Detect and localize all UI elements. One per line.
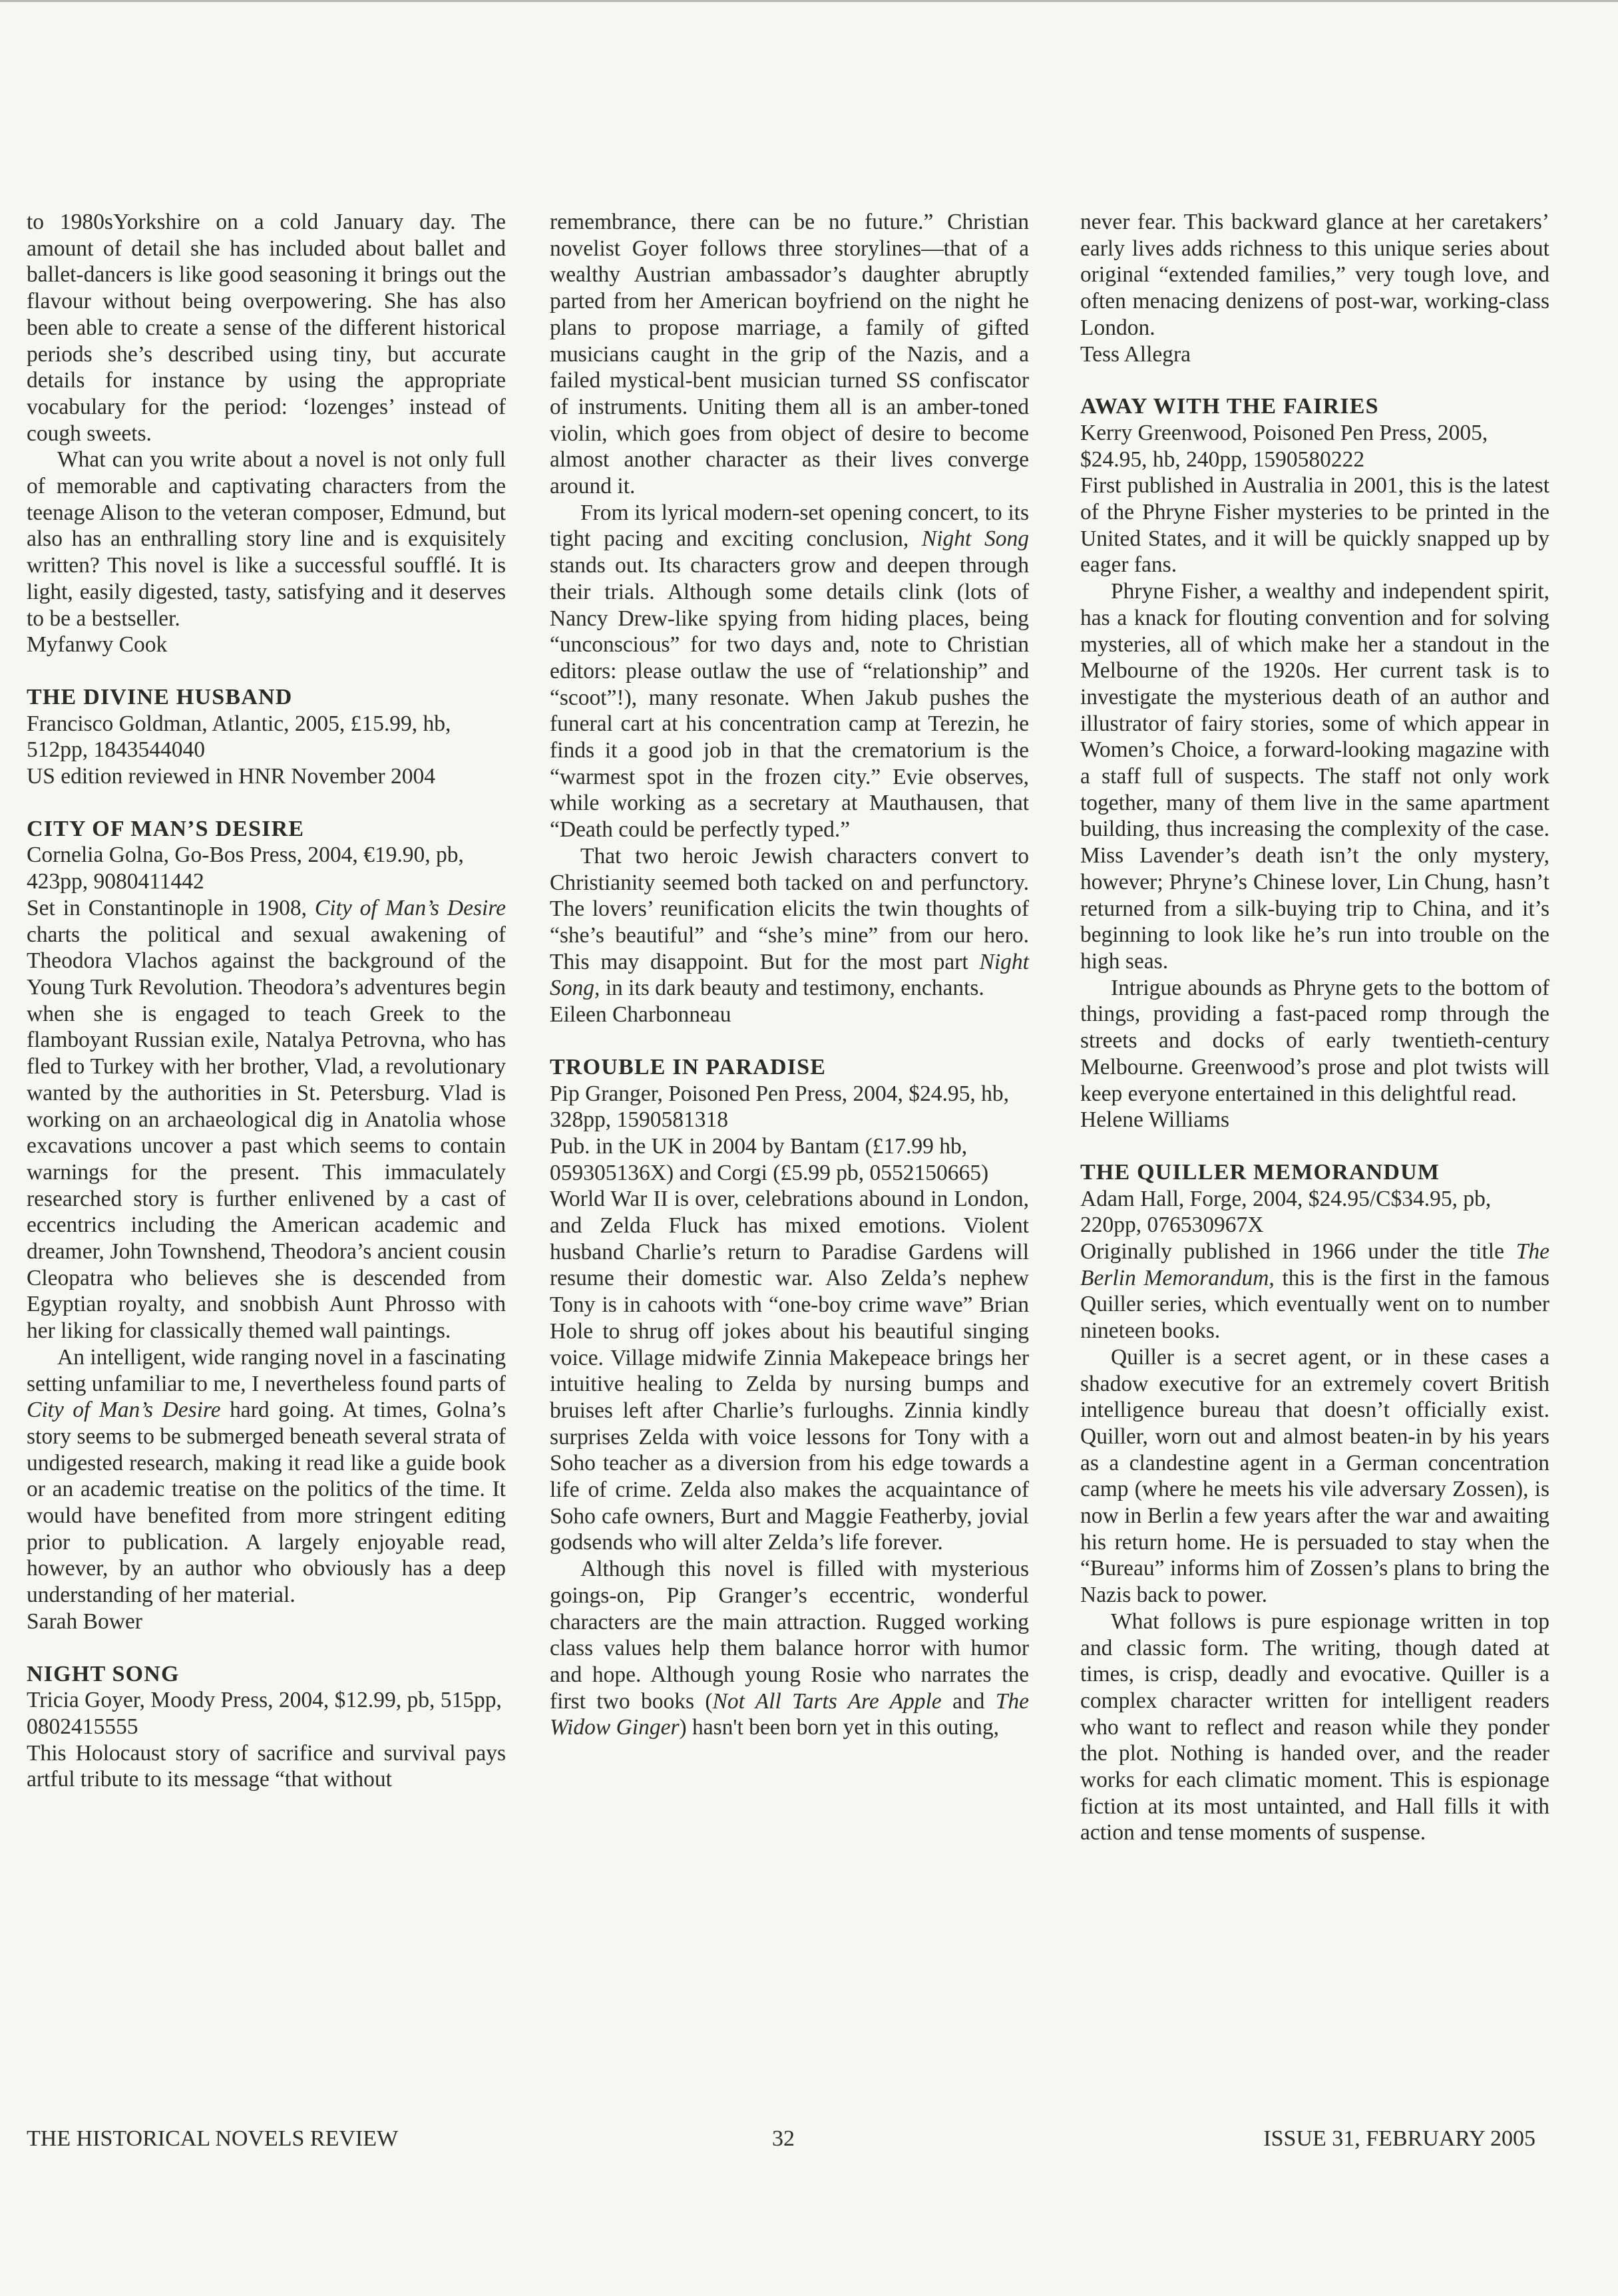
column-middle (550, 209, 1029, 1741)
review-paragraph: never fear. This backward glance at her caretakers’ early lives adds richness to this unique series about original “extended families,” very tough love, and often menacing denizens of post-war, working-class London. (1080, 210, 1549, 340)
footer-publication-name: THE HISTORICAL NOVELS REVIEW (27, 2126, 399, 2151)
review-paragraph: Intrigue abounds as Phryne gets to the bottom of things, providing a fast-paced romp through the streets and docks of early twentieth-century Melbourne. Greenwood’s prose and plot twists will keep everyone entertained in this delightful read. (1080, 975, 1549, 1106)
book-title-italic: Not All Tarts Are Apple (712, 1688, 942, 1714)
review-title: NIGHT SONG (27, 1661, 180, 1686)
review-paragraph: Set in Constantinople in 1908, City of Man’s Desire charts the political and sexual awakening of Theodora Vlachos against the background of the Young Turk Revolution. Theodora’s adventures begin when she is engaged to teach Greek to the flamboyant Russian exile, Natalya Petrovna, who has fled to Turkey with her brother, Vlad, a revolutionary wanted by the authorities in St. Petersburg. Vlad is working on an archaeological dig in Anatolia whose excavations uncover a past which seems to contain warnings for the present. This immaculately researched story is further enlivened by a cast of eccentrics including the American academic and dreamer, John Townshend, Theodora’s ancient cousin Cleopatra who believes she is descended from Egyptian royalty, and snobbish Aunt Phrosso with her liking for classically themed wall paintings. (27, 895, 506, 1344)
column-left (27, 209, 506, 1793)
review-paragraph: An intelligent, wide ranging novel in a fascinating setting unfamiliar to me, I nevertheless found parts of City of Man’s Desire hard going. At times, Golna’s story seems to be submerged beneath several strata of undigested research, making it read like a guide book or an academic treatise on the politics of the time. It would have benefited from more stringent editing prior to publication. A largely enjoyable read, however, by an author who obviously has a deep understanding of her material. (27, 1344, 506, 1608)
review-title: CITY OF MAN’S DESIRE (27, 816, 305, 841)
review-paragraph: remembrance, there can be no future.” Christian novelist Goyer follows three storylines—that of a wealthy Austrian ambassador’s daughter abruptly parted from her American boyfriend on the night he plans to propose marriage, a family of gifted musicians caught in the grip of the Nazis, and a failed mystical-bent musician turned SS confiscator of instruments. Uniting them all is an amber-toned violin, which goes from object of desire to become almost another character as their lives converge around it. (550, 210, 1029, 499)
book-details-note: Pub. in the UK in 2004 by Bantam (£17.99 hb, 059305136X) and Corgi (£5.99 pb, 0552150665) (550, 1133, 989, 1185)
review-title: TROUBLE IN PARADISE (550, 1054, 827, 1079)
review-paragraph: What follows is pure espionage written in top and classic form. The writing, though dated at times, is crisp, deadly and evocative. Quiller is a complex character written for intelligent readers who want to reflect and reason while they ponder the plot. Nothing is handed over, and the reader works for each climatic moment. This is espionage fiction at its most untainted, and Hall fills it with action and tense moments of suspense. (1080, 1609, 1549, 1845)
book-details: Francisco Goldman, Atlantic, 2005, £15.99, hb, 512pp, 1843544040 (27, 711, 451, 763)
review-paragraph: Originally published in 1966 under the title The Berlin Memorandum, this is the first in the famous Quiller series, which eventually went on to number nineteen books. (1080, 1239, 1549, 1344)
footer-page-number: 32 (772, 2126, 795, 2151)
review-paragraph: World War II is over, celebrations abound in London, and Zelda Fluck has mixed emotions. Violent husband Charlie’s return to Paradise Gardens will resume their domestic war. Also Zelda’s nephew Tony is in cahoots with “one-boy crime wave” Brian Hole to shrug off jokes about his beautiful singing voice. Village midwife Zinnia Makepeace brings her intuitive healing to Zelda by nursing bumps and bruises left after Charlie’s furloughs. Zinnia kindly surprises Zelda with voice lessons for Tony with a Soho teacher as a diversion from his edge towards a life of crime. Zelda also makes the acquaintance of Soho cafe owners, Burt and Maggie Featherby, jovial godsends who will alter Zelda’s life forever. (550, 1187, 1029, 1555)
book-details: Cornelia Golna, Go-Bos Press, 2004, €19.90, pb, 423pp, 9080411442 (27, 843, 464, 894)
review-paragraph: Although this novel is filled with mysterious goings-on, Pip Granger’s eccentric, wonderful characters are the main attraction. Rugged working class values help them balance horror with humor and hope. Although young Rosie who narrates the first two books (Not All Tarts Are Apple and The Widow Ginger) hasn't been born yet in this outing, (550, 1557, 1030, 1740)
book-title-italic: City of Man’s Desire (314, 895, 506, 920)
book-details: Tricia Goyer, Moody Press, 2004, $12.99, pb, 515pp, 0802415555 (27, 1688, 502, 1739)
book-details: Pip Granger, Poisoned Pen Press, 2004, $24.95, hb, 328pp, 1590581318 (550, 1081, 1010, 1133)
book-title-italic: City of Man’s Desire (27, 1398, 221, 1423)
book-title-italic: Night Song, (550, 949, 1029, 1001)
book-details: Adam Hall, Forge, 2004, $24.95/C$34.95, pb, 220pp, 076530967X (1080, 1186, 1492, 1238)
review-paragraph: From its lyrical modern-set opening concert, to its tight pacing and exciting conclusion, Night Song stands out. Its characters grow and deepen through their trials. Although some details clink (lots of Nancy Drew-like spying from hiding places, being “unconscious” for two days and, note to Christian editors: please outlaw the use of “relationship” and “scoot”!), many resonate. When Jakub pushes the funeral cart at his concentration camp at Terezin, he finds it a good job in that the crematorium is the “warmest spot in the frozen city.” Evie observes, while working as a secretary at Mauthausen, that “Death could be perfectly typed.” (550, 500, 1029, 843)
book-details: Kerry Greenwood, Poisoned Pen Press, 2005, $24.95, hb, 240pp, 1590580222 (1080, 420, 1488, 472)
review-paragraph: to 1980sYorkshire on a cold January day. The amount of detail she has included about ballet and ballet-dancers is like good seasoning it brings out the flavour without being overpowering. She has also been able to create a sense of the different historical periods she’s described using tiny, but accurate details for instance by using the appropriate vocabulary for the period: ‘lozenges’ instead of cough sweets. (27, 210, 506, 446)
review-paragraph: That two heroic Jewish characters convert to Christianity seemed both tacked on and perfunctory. The lovers’ reunification elicits the twin thoughts of “she’s beautiful” and “she’s mine” from our hero. This may disappoint. But for the most part Night Song, in its dark beauty and testimony, enchants. (550, 843, 1029, 1001)
reviewer-name: Tess Allegra (1080, 341, 1191, 367)
review-title: AWAY WITH THE FAIRIES (1080, 394, 1379, 419)
page-top-rule (0, 0, 1618, 2)
reviewer-name: Myfanwy Cook (27, 632, 168, 658)
book-title-italic: The Widow Ginger (550, 1688, 1030, 1740)
review-title: THE DIVINE HUSBAND (27, 684, 293, 709)
book-title-italic: The Berlin Memorandum, (1080, 1239, 1549, 1290)
column-right (1080, 209, 1549, 1846)
review-paragraph: Phryne Fisher, a wealthy and independent spirit, has a knack for flouting convention and for solving mysteries, all of which make her a standout in the Melbourne of the 1920s. Her current task is to investigate the mysterious death of an author and illustrator of fairy stories, some of which appear in Women’s Choice, a forward-looking magazine with a staff full of suspects. The staff not only work together, many of them live in the same apartment building, thus increasing the complexity of the case. Miss Lavender’s death isn’t the only mystery, however; Phryne’s Chinese lover, Lin Chung, hasn’t returned from a silk-buying trip to China, and it’s beginning to look like he’s run into trouble on the high seas. (1080, 579, 1549, 974)
review-paragraph: Quiller is a secret agent, or in these cases a shadow executive for an extremely covert British intelligence bureau that doesn’t officially exist. Quiller, worn out and almost beaten-in by his years as a clandestine agent in a German concentration camp (where he meets his vile adversary Zossen), is now in Berlin a few years after the war and awaiting his return home. He is persuaded to stay when the “Bureau” informs him of Zossen’s plans to bring the Nazis back to power. (1080, 1344, 1549, 1608)
review-paragraph: What can you write about a novel is not only full of memorable and captivating characters from the teenage Alison to the veteran composer, Edmund, but also has an enthralling story line and is exquisitely written? This novel is like a successful soufflé. It is light, easily digested, tasty, satisfying and it deserves to be a bestseller. (27, 447, 506, 631)
reviewer-name: Sarah Bower (27, 1609, 142, 1634)
review-title: THE QUILLER MEMORANDUM (1080, 1159, 1440, 1185)
review-paragraph: First published in Australia in 2001, this is the latest of the Phryne Fisher mysteries to be printed in the United States, and it will be quickly snapped up by eager fans. (1080, 473, 1549, 578)
review-paragraph: This Holocaust story of sacrifice and survival pays artful tribute to its message “that without (27, 1740, 506, 1792)
book-title-italic: Night Song (921, 526, 1029, 552)
book-details-note: US edition reviewed in HNR November 2004 (27, 764, 436, 789)
reviewer-name: Helene Williams (1080, 1107, 1230, 1133)
reviewer-name: Eileen Charbonneau (550, 1002, 731, 1028)
footer-issue: ISSUE 31, FEBRUARY 2005 (1263, 2126, 1535, 2151)
